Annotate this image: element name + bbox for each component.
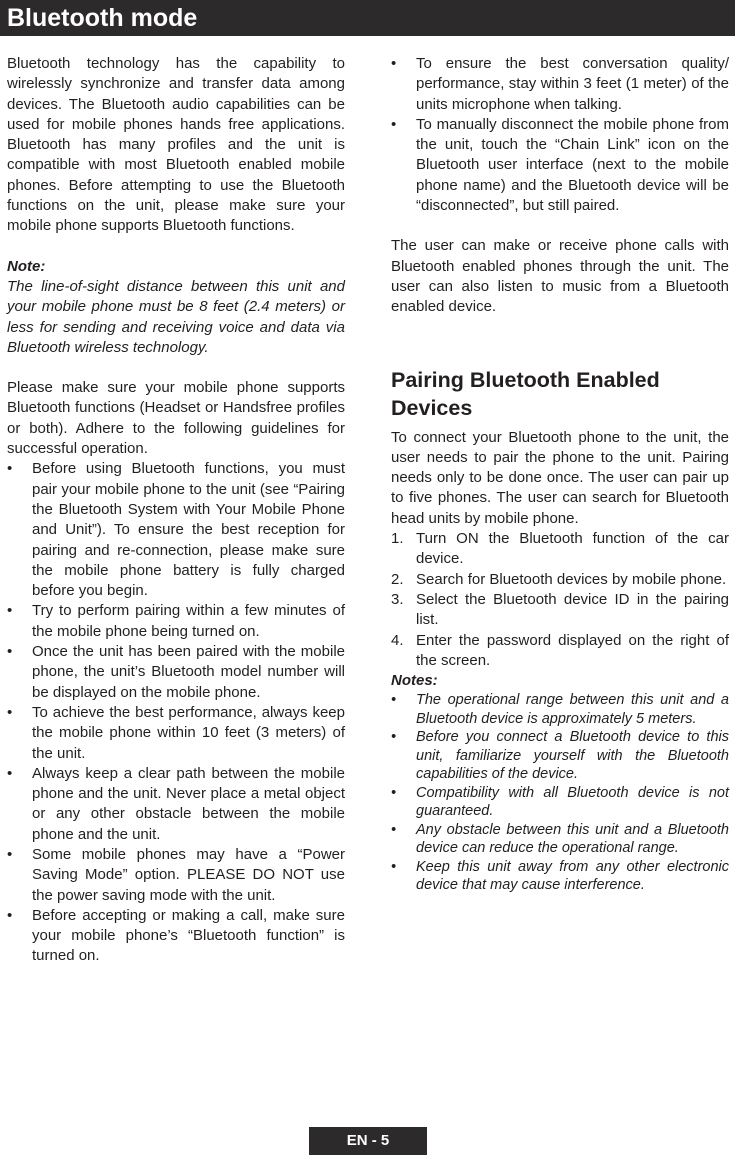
note-item: • The operational range between this unit and a Bluetooth device is approximately 5 meters. xyxy=(391,692,729,727)
pairing-intro: To connect your Bluetooth phone to the unit, the user needs to pair the phone to the unit. Pairing needs only to be done once. The user can pair up to five phones. The user can search for Bluetooth head units by mobile phone. xyxy=(391,428,729,527)
pairing-heading: Pairing Bluetooth Enabled Devices xyxy=(391,367,660,420)
list-item: • To manually disconnect the mobile phone from the unit, touch the “Chain Link” icon on the Bluetooth user interface (next to the mobile phone name) and the Bluetooth device will be “disconnected”, but still paired. xyxy=(391,115,729,215)
note-title: Note: xyxy=(7,257,46,275)
step-item: 4. Enter the password displayed on the right of the screen. xyxy=(391,631,729,669)
list-item: • Try to perform pairing within a few minutes of the mobile phone being turned on. xyxy=(7,602,345,640)
note-text: The line-of-sight distance between this unit and your mobile phone must be 8 feet (2.4 meters) or less for sending and receiving voice and data via Bluetooth wireless technology. xyxy=(7,277,345,356)
list-item: • Always keep a clear path between the mobile phone and the unit. Never place a metal object or any other obstacle between the mobile phone and the unit. xyxy=(7,764,345,843)
calls-paragraph: The user can make or receive phone calls with Bluetooth enabled phones through the unit. The user can also listen to music from a Bluetooth enabled device. xyxy=(391,237,729,316)
pairing-steps xyxy=(391,529,729,671)
section-header xyxy=(0,0,735,36)
notes-list xyxy=(391,691,729,895)
left-column xyxy=(7,54,345,967)
guidelines-list xyxy=(7,459,345,966)
page-number: EN - 5 xyxy=(309,1127,427,1155)
note-item: • Before you connect a Bluetooth device to this unit, familiarize yourself with the Bluetooth capabilities of the device. xyxy=(391,729,729,783)
list-item: • To achieve the best performance, always keep the mobile phone within 10 feet (3 meters) of the unit. xyxy=(7,703,345,762)
note-item: • Compatibility with all Bluetooth device is not guaranteed. xyxy=(391,784,729,820)
guidelines-intro: Please make sure your mobile phone supports Bluetooth functions (Headset or Handsfree profiles or both). Adhere to the following guidelines for successful operation. xyxy=(7,379,345,458)
notes-title: Notes: xyxy=(391,672,438,690)
tips-list xyxy=(391,54,729,216)
step-item: 2. Search for Bluetooth devices by mobile phone. xyxy=(391,570,727,588)
right-column xyxy=(391,54,729,895)
intro-paragraph: Bluetooth technology has the capability to wirelessly synchronize and transfer data among devices. The Bluetooth audio capabilities can be used for mobile phones hands free applications. Bluetooth has many profiles and the unit is compatible with most Bluetooth enabled mobile phones. Before attempting to use the Bluetooth functions on the unit, please make sure your mobile phone supports Bluetooth functions. xyxy=(7,55,345,235)
list-item: • Some mobile phones may have a “Power Saving Mode” option. PLEASE DO NOT use the power saving mode with the unit. xyxy=(7,845,345,904)
list-item: • Once the unit has been paired with the mobile phone, the unit’s Bluetooth model number will be displayed on the mobile phone. xyxy=(7,643,345,701)
list-item: • To ensure the best conversation quality/ performance, stay within 3 feet (1 meter) of the units microphone when talking. xyxy=(391,55,729,113)
note-item: • Any obstacle between this unit and a Bluetooth device can reduce the operational range. xyxy=(391,821,729,857)
page-title: Bluetooth mode xyxy=(7,4,198,32)
step-item: 3. Select the Bluetooth device ID in the pairing list. xyxy=(391,590,729,629)
note-item: • Keep this unit away from any other electronic device that may cause interference. xyxy=(391,858,729,894)
list-item: • Before accepting or making a call, make sure your mobile phone’s “Bluetooth function” is turned on. xyxy=(7,906,345,965)
step-item: 1. Turn ON the Bluetooth function of the car device. xyxy=(391,530,729,568)
list-item: • Before using Bluetooth functions, you must pair your mobile phone to the unit (see “Pairing the Bluetooth System with Your Mobile Phone and Unit”). To ensure the best reception for pairing and re-connection, please make sure the mobile phone battery is fully charged before you begin. xyxy=(7,460,345,600)
